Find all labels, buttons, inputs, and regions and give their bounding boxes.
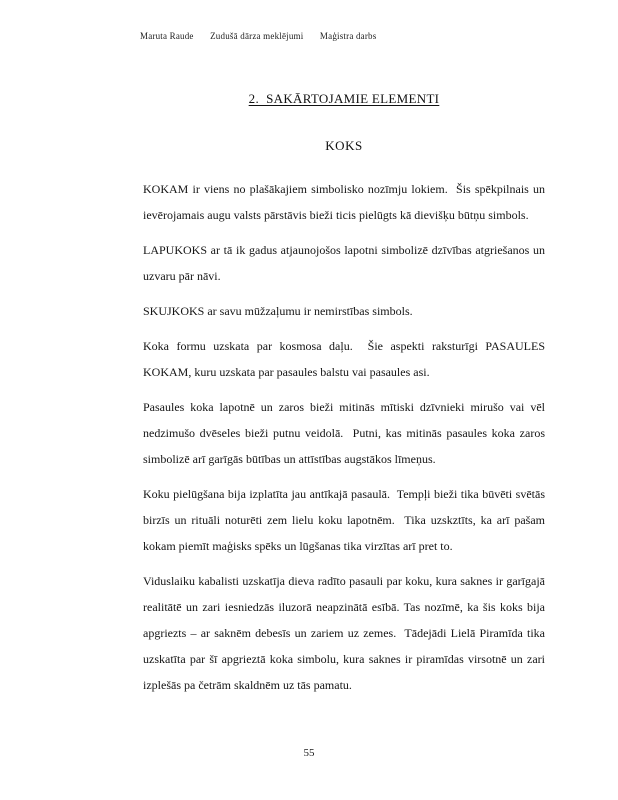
section-title: 2. SAKĀRTOJAMIE ELEMENTI <box>248 91 440 106</box>
chapter-title: KOKS <box>325 138 363 153</box>
header-work-title: Zudušā dārza meklējumi <box>210 31 304 41</box>
page-content <box>143 91 548 698</box>
page-number: 55 <box>303 747 315 759</box>
paragraph-koku-pielugsana: Koku pielūgšana bija izplatīta jau antīkajā pasaulā. Tempļi bieži tika būvēti svētās birzīs un rituāli noturēti zem lielu koku lapotnēm. Tika uzskztīts, ka arī pašam kokam piemīt maģisks spēks un lūgšanas tika virzītas arī pret to. <box>143 487 548 553</box>
paragraph-koka-lapotne: Pasaules koka lapotnē un zaros bieži mitinās mītiski dzīvnieki mirušo vai vēl nedzimušo dvēseles bieži putnu veidolā. Putni, kas mitinās pasaules koka zaros simbolizē arī garīgās būtības un attīstības augstākos līmeņus. <box>143 400 548 466</box>
paragraph-lapukoks: LAPUKOKS ar tā ik gadus atjaunojošos lapotni simbolizē dzīvības atgriešanos un uzvaru pār nāvi. <box>143 243 548 283</box>
body-text <box>143 176 548 698</box>
header-author: Maruta Raude <box>140 31 194 41</box>
paragraph-viduslaiku-kabalisti: Viduslaiku kabalisti uzskatīja dieva radīto pasauli par koku, kura saknes ir garīgajā realitātē un zari iesniedzās iluzorā neapzinātā esībā. Tas nozīmē, ka šis koks bija apgriezts – ar saknēm debesīs un zariem uz zemes. Tādejādi Lielā Piramīda tika uzskatīta par šī apgrieztā koka simbolu, kura saknes ir piramīdas virsotnē un zari izplešās pa četrām skaldnēm uz tās pamatu. <box>143 574 548 692</box>
header-work-type: Maģistra darbs <box>319 31 377 41</box>
running-header <box>140 31 376 41</box>
paragraph-pasaules-koks: Koka formu uzskata par kosmosa daļu. Šie aspekti raksturīgi PASAULES KOKAM, kuru uzskata par pasaules balstu vai pasaules asi. <box>143 339 548 379</box>
paragraph-kokam: KOKAM ir viens no plašākajiem simbolisko nozīmju lokiem. Šis spēkpilnais un ievērojamais augu valsts pārstāvis bieži ticis pielūgts kā dievišķu būtņu simbols. <box>143 182 548 222</box>
paragraph-skujkoks: SKUJKOKS ar savu mūžzaļumu ir nemirstības simbols. <box>143 304 413 318</box>
